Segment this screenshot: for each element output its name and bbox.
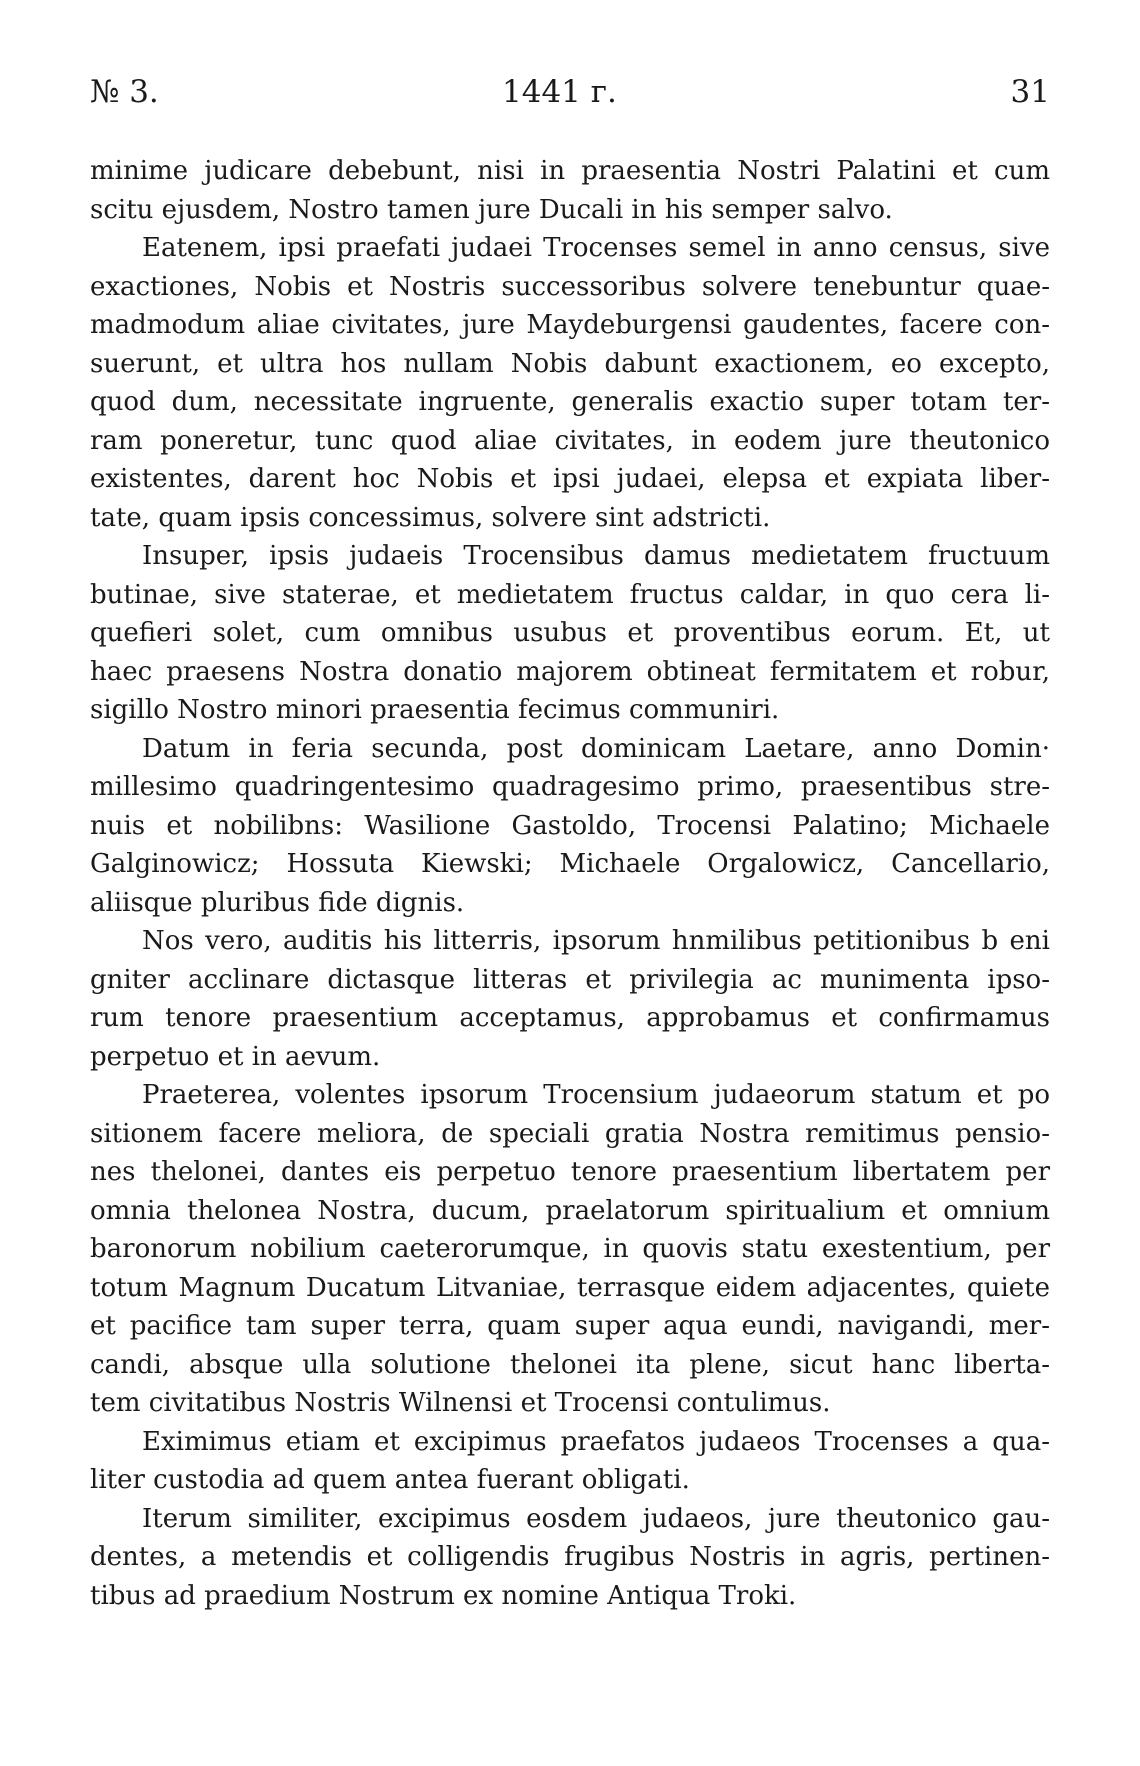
- text-line: nuis et nobilibns: Wasilione Gastoldo, Trocensi Palatino; Michaele: [90, 810, 1050, 841]
- text-line: exactiones, Nobis et Nostris successoribus solvere tenebuntur quae-: [90, 271, 1050, 302]
- text-line: tem civitatibus Nostris Wilnensi et Trocensi contulimus.: [90, 1388, 831, 1418]
- text-line: omnia thelonea Nostra, ducum, praelatorum spiritualium et omnium: [90, 1195, 1050, 1226]
- text-line: haec praesens Nostra donatio majorem obtineat fermitatem et robur,: [90, 656, 1050, 687]
- text-line: sigillo Nostro minori praesentia fecimus communiri.: [90, 695, 780, 725]
- document-year: 1441 г.: [502, 74, 617, 110]
- text-line: butinae, sive staterae, et medietatem fructus caldar, in quo cera li-: [90, 579, 1050, 610]
- text-line: perpetuo et in aevum.: [90, 1041, 381, 1072]
- text-line: Eatenem, ipsi praefati judaei Trocenses semel in anno census, sive: [142, 233, 1050, 263]
- text-line: dentes, a metendis et colligendis frugibus Nostris in agris, pertinen-: [90, 1542, 1050, 1572]
- page-number: 31: [1010, 74, 1050, 110]
- text-line: scitu ejusdem, Nostro tamen jure Ducali in his semper salvo.: [90, 194, 893, 225]
- text-line: rum tenore praesentium acceptamus, approbamus et confirmamus: [90, 1003, 1050, 1033]
- text-line: Insuper, ipsis judaeis Trocensibus damus medietatem fructuum: [142, 541, 1050, 571]
- text-line: ram poneretur, tunc quod aliae civitates, in eodem jure theutonico: [90, 425, 1050, 456]
- text-line: candi, absque ulla solutione thelonei ita plene, sicut hanc liberta-: [90, 1349, 1050, 1380]
- text-line: liter custodia ad quem antea fuerant obligati.: [90, 1465, 690, 1495]
- text-line: quod dum, necessitate ingruente, generalis exactio super totam ter-: [90, 387, 1050, 417]
- text-line: nes thelonei, dantes eis perpetuo tenore praesentium libertatem per: [90, 1157, 1050, 1187]
- text-line: tate, quam ipsis concessimus, solvere sint adstricti.: [90, 502, 771, 533]
- text-line: tibus ad praedium Nostrum ex nomine Antiqua Troki.: [90, 1580, 797, 1611]
- text-line: quefieri solet, cum omnibus usubus et proventibus eorum. Et, ut: [90, 618, 1050, 648]
- text-line: Eximimus etiam et excipimus praefatos judaeos Trocenses a qua-: [142, 1426, 1050, 1457]
- text-line: et pacifice tam super terra, quam super aqua eundi, navigandi, mer-: [90, 1311, 1050, 1341]
- text-line: aliisque pluribus fide dignis.: [90, 887, 465, 918]
- body-text: [90, 152, 1050, 1615]
- text-line: Galginowicz; Hossuta Kiewski; Michaele Orgalowicz, Cancellario,: [90, 849, 1050, 879]
- text-line: existentes, darent hoc Nobis et ipsi judaei, elepsa et expiata liber-: [90, 464, 1050, 494]
- text-line: baronorum nobilium caeterorumque, in quovis statu exestentium, per: [90, 1234, 1050, 1264]
- page-header: [90, 74, 1050, 124]
- text-line: gniter acclinare dictasque litteras et privilegia ac munimenta ipso-: [90, 964, 1050, 995]
- text-line: totum Magnum Ducatum Litvaniae, terrasque eidem adjacentes, quiete: [90, 1272, 1050, 1303]
- text-line: Nos vero, auditis his litterris, ipsorum hnmilibus petitionibus b eni: [142, 926, 1050, 956]
- text-line: suerunt, et ultra hos nullam Nobis dabunt exactionem, eo excepto,: [90, 348, 1050, 379]
- text-line: Datum in feria secunda, post dominicam Laetare, anno Domin·: [142, 733, 1050, 764]
- document-number: № 3.: [90, 74, 159, 110]
- text-line: minime judicare debebunt, nisi in praesentia Nostri Palatini et cum: [90, 156, 1050, 186]
- text-line: millesimo quadringentesimo quadragesimo primo, praesentibus stre-: [90, 772, 1050, 802]
- text-line: sitionem facere meliora, de speciali gratia Nostra remitimus pensio-: [90, 1118, 1050, 1149]
- text-line: Iterum similiter, excipimus eosdem judaeos, jure theutonico gau-: [142, 1503, 1050, 1534]
- text-line: madmodum aliae civitates, jure Maydeburgensi gaudentes, facere con-: [90, 310, 1050, 340]
- text-line: Praeterea, volentes ipsorum Trocensium judaeorum statum et po: [142, 1080, 1050, 1110]
